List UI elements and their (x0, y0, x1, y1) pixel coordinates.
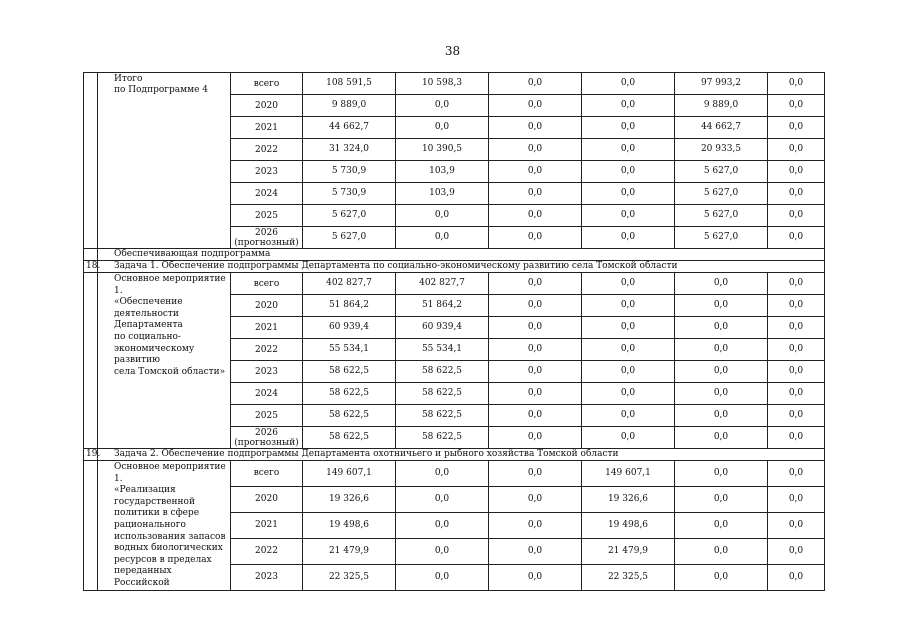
value-cell-c3: 0,0 (489, 538, 582, 564)
value-cell-c2: 0,0 (396, 564, 489, 590)
value-cell-c2: 58 622,5 (396, 361, 489, 383)
value-cell-c2: 103,9 (396, 161, 489, 183)
value-cell-c4: 19 498,6 (582, 512, 675, 538)
value-cell-c3: 0,0 (489, 295, 582, 317)
value-cell-c2: 58 622,5 (396, 427, 489, 449)
value-cell-c6: 0,0 (768, 361, 825, 383)
value-cell-c1: 5 730,9 (303, 183, 396, 205)
value-cell-c2: 0,0 (396, 95, 489, 117)
budget-table (83, 72, 825, 591)
value-cell-c5: 0,0 (675, 538, 768, 564)
value-cell-c5: 5 627,0 (675, 161, 768, 183)
row-number (84, 461, 98, 591)
value-cell-c1: 149 607,1 (303, 461, 396, 487)
value-cell-c2: 10 598,3 (396, 73, 489, 95)
value-cell-c6: 0,0 (768, 339, 825, 361)
year-cell: 2026 (прогнозный) (231, 227, 303, 249)
value-cell-c3: 0,0 (489, 461, 582, 487)
value-cell-c5: 0,0 (675, 383, 768, 405)
value-cell-c5: 0,0 (675, 295, 768, 317)
value-cell-c2: 0,0 (396, 538, 489, 564)
value-cell-c6: 0,0 (768, 227, 825, 249)
value-cell-c6: 0,0 (768, 317, 825, 339)
value-cell-c1: 5 627,0 (303, 227, 396, 249)
value-cell-c3: 0,0 (489, 512, 582, 538)
value-cell-c4: 0,0 (582, 227, 675, 249)
row-number (84, 273, 98, 449)
value-cell-c4: 0,0 (582, 73, 675, 95)
year-cell: 2023 (231, 564, 303, 590)
value-cell-c6: 0,0 (768, 486, 825, 512)
value-cell-c3: 0,0 (489, 383, 582, 405)
value-cell-c5: 0,0 (675, 361, 768, 383)
value-cell-c1: 5 730,9 (303, 161, 396, 183)
value-cell-c1: 58 622,5 (303, 427, 396, 449)
value-cell-c5: 0,0 (675, 405, 768, 427)
task-row (84, 449, 825, 461)
value-cell-c4: 0,0 (582, 295, 675, 317)
value-cell-c4: 0,0 (582, 339, 675, 361)
value-cell-c4: 0,0 (582, 427, 675, 449)
row-number (84, 249, 98, 261)
year-cell: 2021 (231, 117, 303, 139)
section-row (84, 249, 825, 261)
section-title: Обеспечивающая подпрограмма (98, 249, 825, 261)
value-cell-c1: 31 324,0 (303, 139, 396, 161)
value-cell-c4: 21 479,9 (582, 538, 675, 564)
value-cell-c5: 0,0 (675, 339, 768, 361)
year-cell: 2022 (231, 538, 303, 564)
year-cell: 2021 (231, 512, 303, 538)
value-cell-c2: 55 534,1 (396, 339, 489, 361)
value-cell-c1: 55 534,1 (303, 339, 396, 361)
task-row (84, 261, 825, 273)
task-title: Задача 1. Обеспечение подпрограммы Департамента по социально-экономическому развитию села Томской области (98, 261, 825, 273)
value-cell-c6: 0,0 (768, 139, 825, 161)
value-cell-c5: 20 933,5 (675, 139, 768, 161)
value-cell-c4: 0,0 (582, 95, 675, 117)
value-cell-c2: 10 390,5 (396, 139, 489, 161)
year-cell: 2023 (231, 361, 303, 383)
value-cell-c1: 108 591,5 (303, 73, 396, 95)
value-cell-c5: 0,0 (675, 317, 768, 339)
value-cell-c3: 0,0 (489, 273, 582, 295)
value-cell-c1: 58 622,5 (303, 383, 396, 405)
value-cell-c5: 44 662,7 (675, 117, 768, 139)
task-title: Задача 2. Обеспечение подпрограммы Департамента охотничьего и рыбного хозяйства Томской области (98, 449, 825, 461)
value-cell-c6: 0,0 (768, 538, 825, 564)
value-cell-c2: 51 864,2 (396, 295, 489, 317)
year-cell: всего (231, 273, 303, 295)
row-number (84, 73, 98, 249)
value-cell-c6: 0,0 (768, 161, 825, 183)
task-number: 18. (84, 261, 98, 273)
value-cell-c3: 0,0 (489, 405, 582, 427)
year-cell: всего (231, 461, 303, 487)
value-cell-c5: 5 627,0 (675, 183, 768, 205)
value-cell-c4: 0,0 (582, 139, 675, 161)
value-cell-c3: 0,0 (489, 427, 582, 449)
value-cell-c6: 0,0 (768, 405, 825, 427)
value-cell-c1: 44 662,7 (303, 117, 396, 139)
value-cell-c1: 21 479,9 (303, 538, 396, 564)
value-cell-c2: 103,9 (396, 183, 489, 205)
value-cell-c5: 0,0 (675, 564, 768, 590)
page-number: 38 (444, 44, 461, 58)
value-cell-c2: 0,0 (396, 512, 489, 538)
year-cell: 2025 (231, 405, 303, 427)
value-cell-c5: 0,0 (675, 461, 768, 487)
value-cell-c3: 0,0 (489, 95, 582, 117)
value-cell-c6: 0,0 (768, 273, 825, 295)
value-cell-c1: 9 889,0 (303, 95, 396, 117)
value-cell-c4: 0,0 (582, 317, 675, 339)
value-cell-c1: 19 326,6 (303, 486, 396, 512)
year-cell: всего (231, 73, 303, 95)
value-cell-c1: 402 827,7 (303, 273, 396, 295)
value-cell-c1: 5 627,0 (303, 205, 396, 227)
value-cell-c4: 0,0 (582, 273, 675, 295)
year-cell: 2021 (231, 317, 303, 339)
value-cell-c3: 0,0 (489, 183, 582, 205)
table-row (84, 73, 825, 95)
value-cell-c1: 58 622,5 (303, 405, 396, 427)
measure-title: Основное мероприятие 1. «Обеспечение деятельности Департамента по социально- экономическому развитию села Томской области» (98, 273, 231, 449)
value-cell-c6: 0,0 (768, 183, 825, 205)
value-cell-c3: 0,0 (489, 317, 582, 339)
value-cell-c4: 0,0 (582, 405, 675, 427)
value-cell-c2: 0,0 (396, 486, 489, 512)
value-cell-c3: 0,0 (489, 564, 582, 590)
year-cell: 2024 (231, 383, 303, 405)
value-cell-c6: 0,0 (768, 205, 825, 227)
value-cell-c5: 5 627,0 (675, 205, 768, 227)
value-cell-c4: 0,0 (582, 383, 675, 405)
year-cell: 2023 (231, 161, 303, 183)
itogo-title: Итого по Подпрограмме 4 (98, 73, 231, 249)
value-cell-c6: 0,0 (768, 295, 825, 317)
value-cell-c1: 51 864,2 (303, 295, 396, 317)
value-cell-c2: 402 827,7 (396, 273, 489, 295)
value-cell-c4: 149 607,1 (582, 461, 675, 487)
value-cell-c6: 0,0 (768, 117, 825, 139)
year-cell: 2022 (231, 139, 303, 161)
value-cell-c2: 0,0 (396, 461, 489, 487)
value-cell-c6: 0,0 (768, 73, 825, 95)
value-cell-c4: 22 325,5 (582, 564, 675, 590)
value-cell-c1: 58 622,5 (303, 361, 396, 383)
value-cell-c2: 58 622,5 (396, 405, 489, 427)
table-row (84, 461, 825, 487)
value-cell-c3: 0,0 (489, 73, 582, 95)
value-cell-c5: 97 993,2 (675, 73, 768, 95)
value-cell-c2: 0,0 (396, 205, 489, 227)
year-cell: 2020 (231, 295, 303, 317)
value-cell-c6: 0,0 (768, 461, 825, 487)
value-cell-c5: 0,0 (675, 512, 768, 538)
value-cell-c3: 0,0 (489, 205, 582, 227)
value-cell-c1: 19 498,6 (303, 512, 396, 538)
value-cell-c6: 0,0 (768, 564, 825, 590)
value-cell-c4: 0,0 (582, 161, 675, 183)
table-row (84, 273, 825, 295)
value-cell-c2: 58 622,5 (396, 383, 489, 405)
year-cell: 2024 (231, 183, 303, 205)
value-cell-c6: 0,0 (768, 512, 825, 538)
value-cell-c3: 0,0 (489, 361, 582, 383)
value-cell-c4: 0,0 (582, 117, 675, 139)
value-cell-c3: 0,0 (489, 227, 582, 249)
value-cell-c5: 9 889,0 (675, 95, 768, 117)
value-cell-c5: 0,0 (675, 273, 768, 295)
value-cell-c4: 0,0 (582, 205, 675, 227)
value-cell-c1: 22 325,5 (303, 564, 396, 590)
task-number: 19. (84, 449, 98, 461)
year-cell: 2025 (231, 205, 303, 227)
value-cell-c3: 0,0 (489, 161, 582, 183)
value-cell-c3: 0,0 (489, 139, 582, 161)
value-cell-c6: 0,0 (768, 95, 825, 117)
value-cell-c5: 5 627,0 (675, 227, 768, 249)
year-cell: 2020 (231, 95, 303, 117)
value-cell-c4: 19 326,6 (582, 486, 675, 512)
value-cell-c2: 60 939,4 (396, 317, 489, 339)
value-cell-c4: 0,0 (582, 361, 675, 383)
measure-title: Основное мероприятие 1. «Реализация государственной политики в сфере рационального использования запасов водных биологических ресурсов в пределах переданных Российской (98, 461, 231, 591)
value-cell-c2: 0,0 (396, 227, 489, 249)
value-cell-c3: 0,0 (489, 339, 582, 361)
value-cell-c2: 0,0 (396, 117, 489, 139)
value-cell-c6: 0,0 (768, 383, 825, 405)
value-cell-c3: 0,0 (489, 486, 582, 512)
value-cell-c3: 0,0 (489, 117, 582, 139)
value-cell-c6: 0,0 (768, 427, 825, 449)
year-cell: 2020 (231, 486, 303, 512)
value-cell-c1: 60 939,4 (303, 317, 396, 339)
value-cell-c5: 0,0 (675, 486, 768, 512)
value-cell-c5: 0,0 (675, 427, 768, 449)
year-cell: 2026 (прогнозный) (231, 427, 303, 449)
year-cell: 2022 (231, 339, 303, 361)
value-cell-c4: 0,0 (582, 183, 675, 205)
